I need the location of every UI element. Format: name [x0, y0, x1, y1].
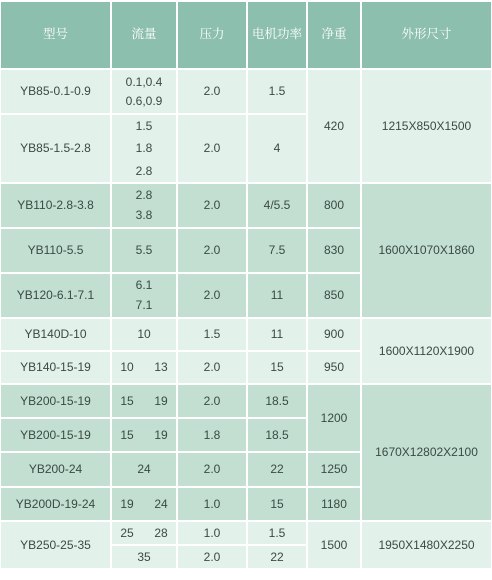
cell-size: 1600X1070X1860	[362, 184, 491, 317]
cell-pressure: 2.0	[178, 453, 246, 486]
cell-flow	[112, 488, 176, 520]
table-row	[1, 319, 491, 350]
cell-weight: 900	[308, 319, 360, 350]
cell-power: 15	[248, 488, 306, 520]
flow-line: 1.5	[135, 119, 153, 134]
cell-weight: 420	[308, 70, 360, 182]
table-header-row	[1, 2, 491, 68]
cell-power: 4/5.5	[248, 184, 306, 227]
cell-power: 4	[248, 115, 306, 182]
cell-pressure: 2.0	[178, 229, 246, 272]
cell-size: 1950X1480X2250	[362, 522, 491, 568]
cell-pressure: 2.0	[178, 115, 246, 182]
header-pressure: 压力	[178, 2, 246, 68]
cell-pressure: 2.0	[178, 385, 246, 417]
flow-value: 19	[154, 393, 168, 408]
cell-pressure: 2.0	[178, 184, 246, 227]
cell-pressure: 1.5	[178, 319, 246, 350]
cell-power: 18.5	[248, 385, 306, 417]
flow-value: 15	[120, 393, 134, 408]
flow-line: 1.8	[135, 141, 153, 156]
cell-model: YB140-15-19	[1, 352, 110, 383]
cell-pressure: 2.0	[178, 70, 246, 113]
flow-value: 25	[120, 525, 134, 540]
cell-power: 22	[248, 546, 306, 568]
flow-line: 7.1	[135, 297, 153, 312]
cell-power: 7.5	[248, 229, 306, 272]
flow-value: 19	[154, 427, 168, 442]
cell-model: YB200-15-19	[1, 419, 110, 451]
cell-power: 18.5	[248, 419, 306, 451]
cell-flow	[112, 184, 176, 227]
cell-pressure: 2.0	[178, 274, 246, 317]
flow-value: 28	[154, 525, 168, 540]
cell-power: 1.5	[248, 522, 306, 544]
flow-value: 15	[120, 427, 134, 442]
cell-flow: 5.5	[112, 229, 176, 272]
header-size: 外形尺寸	[362, 2, 491, 68]
header-flow: 流量	[112, 2, 176, 68]
cell-pressure: 2.0	[178, 546, 246, 568]
cell-model: YB110-2.8-3.8	[1, 184, 110, 227]
flow-value: 13	[154, 360, 168, 375]
cell-weight: 1180	[308, 488, 360, 520]
cell-weight: 850	[308, 274, 360, 317]
cell-flow	[112, 419, 176, 451]
table-row	[1, 70, 491, 113]
cell-flow: 10	[112, 319, 176, 350]
flow-line: 2.8	[135, 188, 153, 203]
flow-line: 2.8	[135, 163, 153, 178]
cell-pressure: 1.8	[178, 419, 246, 451]
flow-value: 24	[154, 496, 168, 511]
flow-line: 3.8	[135, 207, 153, 222]
cell-model: YB250-25-35	[1, 522, 110, 568]
cell-pressure: 1.0	[178, 488, 246, 520]
header-power: 电机功率	[248, 2, 306, 68]
cell-weight: 800	[308, 184, 360, 227]
cell-size: 1670X12802X2100	[362, 385, 491, 520]
cell-model: YB85-1.5-2.8	[1, 115, 110, 182]
cell-weight: 830	[308, 229, 360, 272]
cell-model: YB120-6.1-7.1	[1, 274, 110, 317]
header-model: 型号	[1, 2, 110, 68]
table-row	[1, 385, 491, 417]
cell-flow	[112, 352, 176, 383]
cell-power: 15	[248, 352, 306, 383]
cell-flow	[112, 70, 176, 113]
cell-model: YB140D-10	[1, 319, 110, 350]
cell-model: YB200D-19-24	[1, 488, 110, 520]
cell-model: YB85-0.1-0.9	[1, 70, 110, 113]
cell-power: 1.5	[248, 70, 306, 113]
cell-flow: 24	[112, 453, 176, 486]
cell-power: 22	[248, 453, 306, 486]
table-row	[1, 184, 491, 227]
cell-weight: 1250	[308, 453, 360, 486]
flow-line: 0.6,0.9	[125, 93, 163, 108]
flow-value: 10	[120, 360, 134, 375]
header-weight: 净重	[308, 2, 360, 68]
cell-model: YB110-5.5	[1, 229, 110, 272]
cell-pressure: 2.0	[178, 352, 246, 383]
cell-weight: 1200	[308, 385, 360, 451]
cell-flow	[112, 522, 176, 544]
cell-size: 1215X850X1500	[362, 70, 491, 182]
cell-weight: 1500	[308, 522, 360, 568]
cell-flow	[112, 385, 176, 417]
flow-line: 6.1	[135, 278, 153, 293]
cell-flow: 35	[112, 546, 176, 568]
cell-model: YB200-24	[1, 453, 110, 486]
cell-flow	[112, 274, 176, 317]
cell-weight: 950	[308, 352, 360, 383]
cell-size: 1600X1120X1900	[362, 319, 491, 383]
flow-line: 0.1,0.4	[125, 74, 163, 89]
cell-pressure: 1.0	[178, 522, 246, 544]
cell-flow	[112, 115, 176, 182]
cell-model: YB200-15-19	[1, 385, 110, 417]
cell-power: 11	[248, 319, 306, 350]
table-row	[1, 522, 491, 544]
flow-value: 19	[120, 496, 134, 511]
cell-power: 11	[248, 274, 306, 317]
